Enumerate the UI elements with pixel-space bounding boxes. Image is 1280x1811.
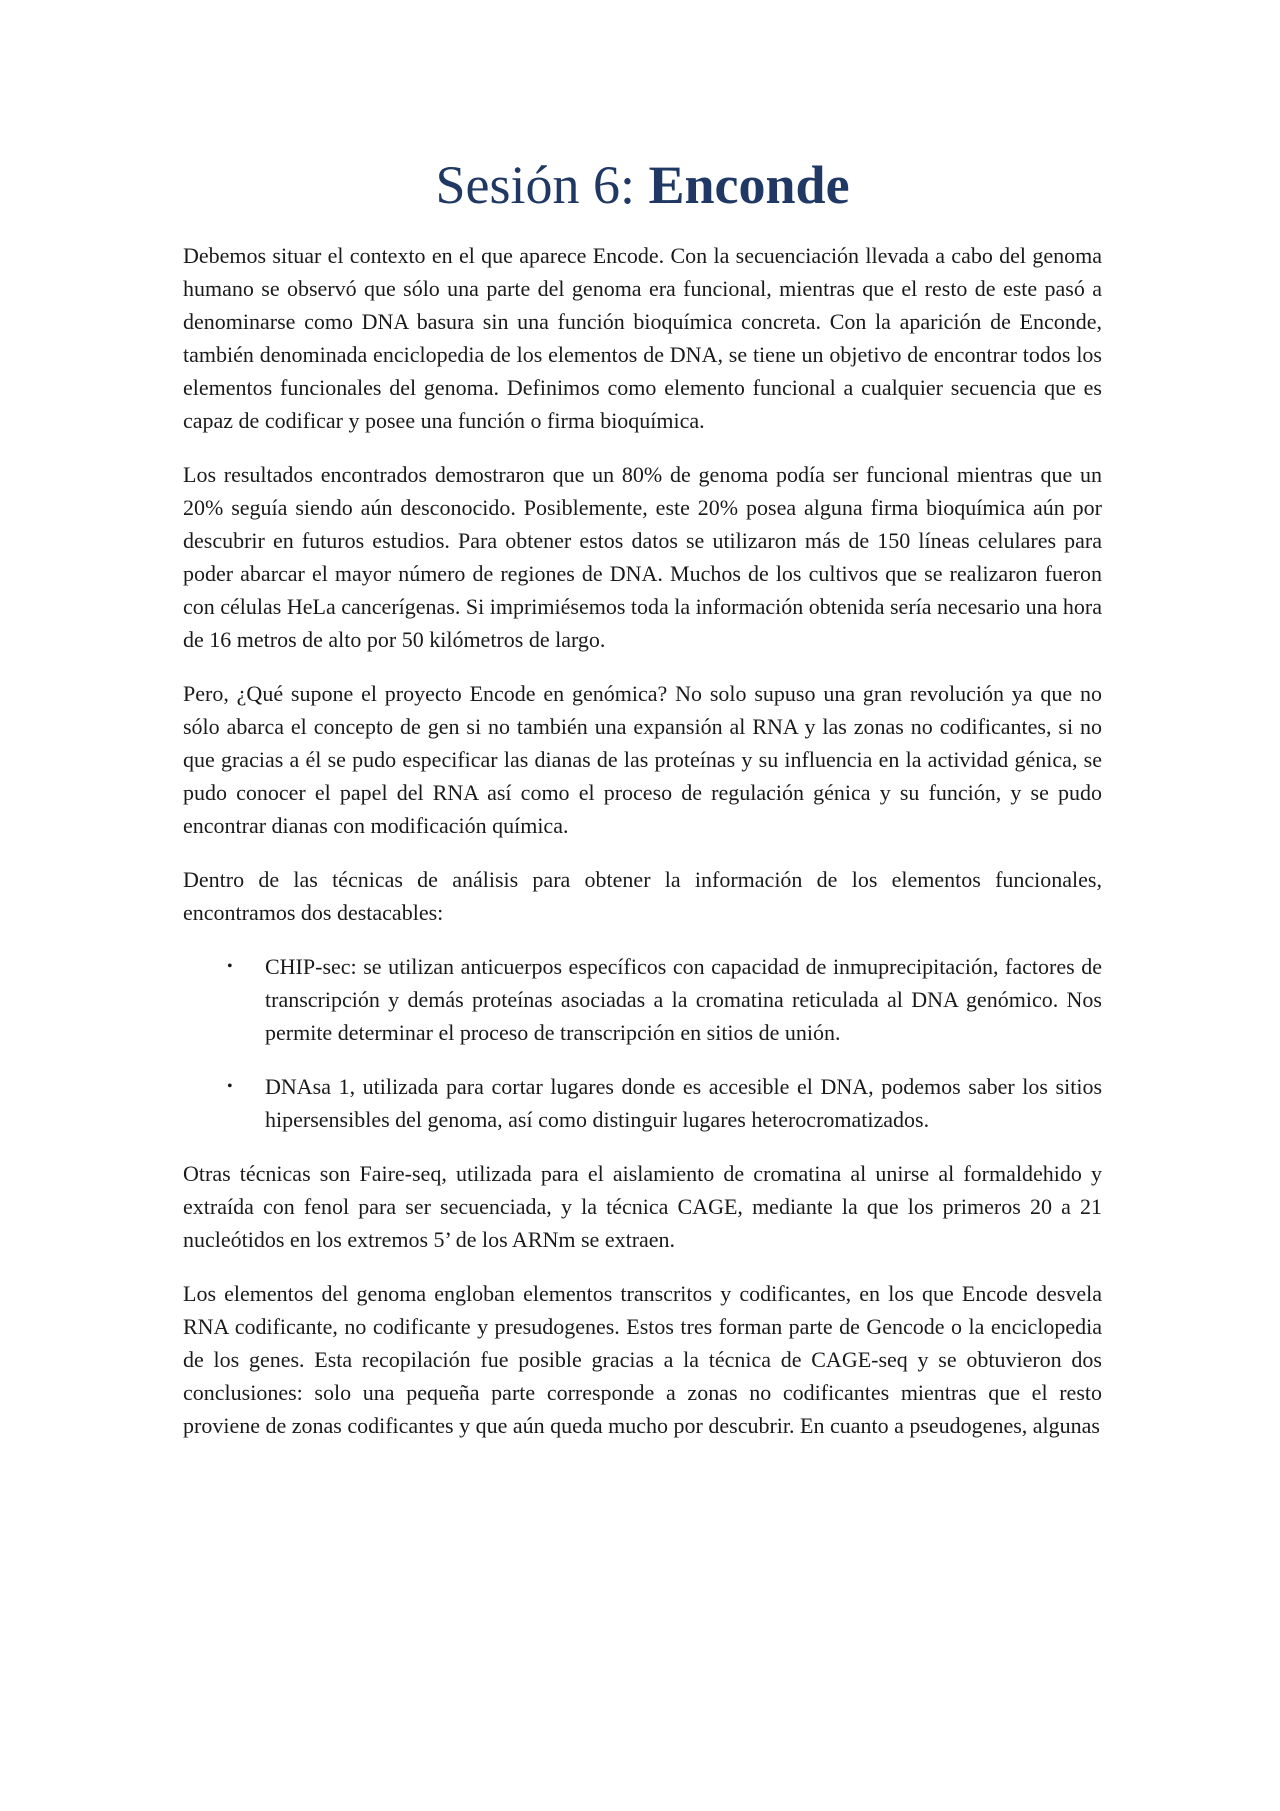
bullet-icon: •	[227, 1078, 233, 1095]
document-body	[183, 150, 1102, 1463]
list-item-text: CHIP-sec: se utilizan anticuerpos específicos con capacidad de inmuprecipitación, factores de transcripción y demás proteínas asociadas a la cromatina reticulada al DNA genómico. Nos permite determinar el proceso de transcripción en sitios de unión.	[265, 954, 1102, 1045]
paragraph-other-techniques: Otras técnicas son Faire-seq, utilizada para el aislamiento de cromatina al unirse al formaldehido y extraída con fenol para ser secuenciada, y la técnica CAGE, mediante la que los primeros 20 a 21 nucleótidos en los extremos 5’ de los ARNm se extraen.	[183, 1161, 1102, 1252]
techniques-list	[183, 950, 1102, 1136]
list-item	[183, 1070, 1102, 1136]
list-item-text: DNAsa 1, utilizada para cortar lugares donde es accesible el DNA, podemos saber los sitios hipersensibles del genoma, así como distinguir lugares heterocromatizados.	[265, 1074, 1102, 1132]
title-prefix: Sesión 6:	[435, 155, 649, 215]
paragraph-genome-elements: Los elementos del genoma engloban elementos transcritos y codificantes, en los que Encode desvela RNA codificante, no codificante y presudogenes. Estos tres forman parte de Gencode o la enciclopedia de los genes. Esta recopilación fue posible gracias a la técnica de CAGE-seq y se obtuvieron dos conclusiones: solo una pequeña parte corresponde a zonas no codificantes mientras que el resto proviene de zonas codificantes y que aún queda mucho por descubrir. En cuanto a pseudogenes, algunas	[183, 1281, 1102, 1438]
paragraph-impact: Pero, ¿Qué supone el proyecto Encode en genómica? No solo supuso una gran revolución ya que no sólo abarca el concepto de gen si no también una expansión al RNA y las zonas no codificantes, si no que gracias a él se pudo especificar las dianas de las proteínas y su influencia en la actividad génica, se pudo conocer el papel del RNA así como el proceso de regulación génica y su función, y se pudo encontrar dianas con modificación química.	[183, 681, 1102, 838]
page-title	[183, 150, 1102, 220]
paragraph-techniques-intro: Dentro de las técnicas de análisis para obtener la información de los elementos funcionales, encontramos dos destacables:	[183, 867, 1102, 925]
title-bold: Enconde	[648, 155, 850, 215]
bullet-icon: •	[227, 958, 233, 975]
paragraph-intro: Debemos situar el contexto en el que aparece Encode. Con la secuenciación llevada a cabo del genoma humano se observó que sólo una parte del genoma era funcional, mientras que el resto de este pasó a denominarse como DNA basura sin una función bioquímica concreta. Con la aparición de Enconde, también denominada enciclopedia de los elementos de DNA, se tiene un objetivo de encontrar todos los elementos funcionales del genoma. Definimos como elemento funcional a cualquier secuencia que es capaz de codificar y posee una función o firma bioquímica.	[183, 243, 1102, 433]
paragraph-results: Los resultados encontrados demostraron que un 80% de genoma podía ser funcional mientras que un 20% seguía siendo aún desconocido. Posiblemente, este 20% posea alguna firma bioquímica aún por descubrir en futuros estudios. Para obtener estos datos se utilizaron más de 150 líneas celulares para poder abarcar el mayor número de regiones de DNA. Muchos de los cultivos que se realizaron fueron con células HeLa cancerígenas. Si imprimiésemos toda la información obtenida sería necesario una hora de 16 metros de alto por 50 kilómetros de largo.	[183, 462, 1102, 652]
list-item	[183, 950, 1102, 1049]
